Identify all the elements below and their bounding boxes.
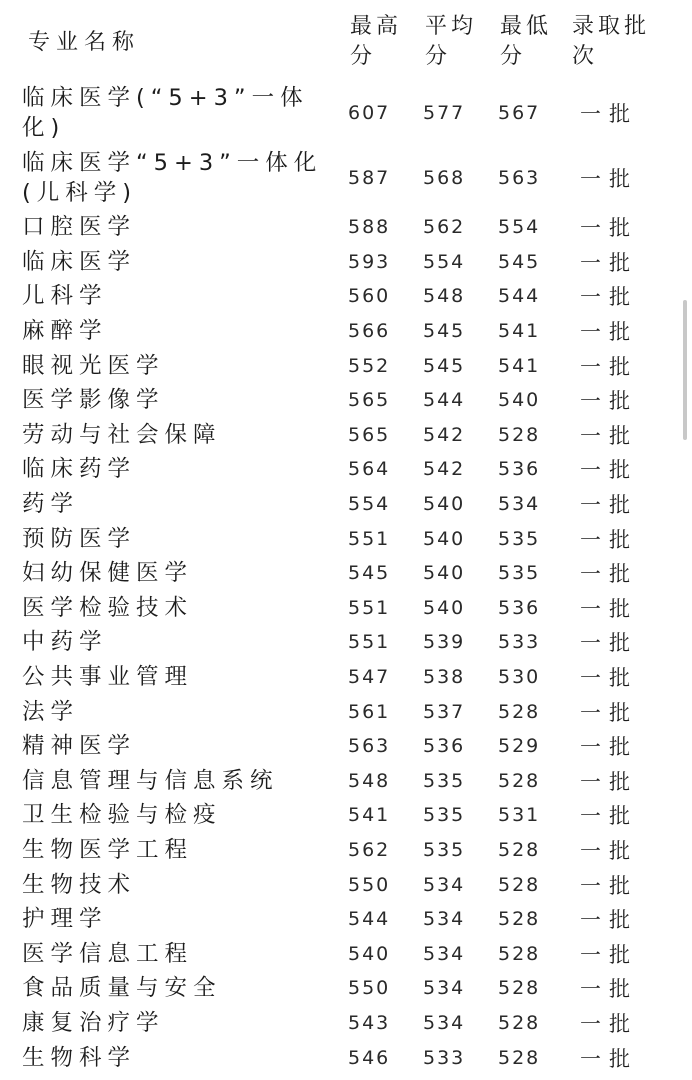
table-row xyxy=(0,971,692,1006)
admission-batch-cell: 一批 xyxy=(580,423,638,448)
max-score-cell: 543 xyxy=(348,1011,391,1034)
table-row xyxy=(0,764,692,799)
major-name-cell: 药学 xyxy=(22,491,80,518)
admission-batch-cell: 一批 xyxy=(580,838,638,863)
header-min-score: 最低分 xyxy=(500,14,553,69)
min-score-cell: 540 xyxy=(498,389,541,412)
avg-score-cell: 542 xyxy=(423,458,466,481)
max-score-cell: 587 xyxy=(348,166,391,189)
max-score-cell: 548 xyxy=(348,769,391,792)
avg-score-cell: 533 xyxy=(423,1046,466,1069)
table-row xyxy=(0,798,692,833)
min-score-cell: 528 xyxy=(498,700,541,723)
admission-batch-cell: 一批 xyxy=(580,166,638,191)
table-row xyxy=(0,80,692,145)
min-score-cell: 541 xyxy=(498,320,541,343)
major-name-cell: 临床医学“5+3”一体化(儿科学) xyxy=(22,149,323,206)
admission-batch-cell: 一批 xyxy=(580,908,638,933)
admission-batch-cell: 一批 xyxy=(580,216,638,241)
major-name-cell: 康复治疗学 xyxy=(22,1009,165,1036)
avg-score-cell: 568 xyxy=(423,166,466,189)
max-score-cell: 545 xyxy=(348,562,391,585)
avg-score-cell: 535 xyxy=(423,838,466,861)
table-row xyxy=(0,729,692,764)
table-body xyxy=(0,80,692,1075)
major-name-cell: 医学信息工程 xyxy=(22,940,194,967)
avg-score-cell: 535 xyxy=(423,769,466,792)
major-name-cell: 预防医学 xyxy=(22,525,137,552)
table-row xyxy=(0,1040,692,1075)
min-score-cell: 535 xyxy=(498,527,541,550)
avg-score-cell: 540 xyxy=(423,562,466,585)
admission-batch-cell: 一批 xyxy=(580,596,638,621)
admission-batch-cell: 一批 xyxy=(580,493,638,518)
admission-batch-cell: 一批 xyxy=(580,873,638,898)
min-score-cell: 544 xyxy=(498,285,541,308)
admission-batch-cell: 一批 xyxy=(580,804,638,829)
admission-batch-cell: 一批 xyxy=(580,320,638,345)
header-avg-score: 平均分 xyxy=(425,14,478,69)
avg-score-cell: 534 xyxy=(423,1011,466,1034)
admission-batch-cell: 一批 xyxy=(580,700,638,725)
major-name-cell: 公共事业管理 xyxy=(22,664,194,691)
max-score-cell: 547 xyxy=(348,666,391,689)
avg-score-cell: 577 xyxy=(423,101,466,124)
table-row xyxy=(0,487,692,522)
major-name-cell: 临床药学 xyxy=(22,456,137,483)
admission-batch-cell: 一批 xyxy=(580,458,638,483)
avg-score-cell: 544 xyxy=(423,389,466,412)
major-name-cell: 生物医学工程 xyxy=(22,836,194,863)
max-score-cell: 550 xyxy=(348,873,391,896)
major-name-cell: 医学影像学 xyxy=(22,387,165,414)
table-row xyxy=(0,591,692,626)
admission-batch-cell: 一批 xyxy=(580,735,638,760)
table-row xyxy=(0,625,692,660)
major-name-cell: 劳动与社会保障 xyxy=(22,421,222,448)
max-score-cell: 551 xyxy=(348,527,391,550)
avg-score-cell: 545 xyxy=(423,354,466,377)
min-score-cell: 528 xyxy=(498,942,541,965)
max-score-cell: 560 xyxy=(348,285,391,308)
major-name-cell: 生物科学 xyxy=(22,1044,137,1071)
min-score-cell: 535 xyxy=(498,562,541,585)
admission-batch-cell: 一批 xyxy=(580,977,638,1002)
admission-batch-cell: 一批 xyxy=(580,389,638,414)
avg-score-cell: 562 xyxy=(423,216,466,239)
admission-batch-cell: 一批 xyxy=(580,769,638,794)
header-major-name: 专业名称 xyxy=(28,30,141,55)
max-score-cell: 607 xyxy=(348,101,391,124)
max-score-cell: 563 xyxy=(348,735,391,758)
max-score-cell: 551 xyxy=(348,596,391,619)
table-row xyxy=(0,660,692,695)
max-score-cell: 561 xyxy=(348,700,391,723)
major-name-cell: 中药学 xyxy=(22,629,108,656)
min-score-cell: 531 xyxy=(498,804,541,827)
table-row xyxy=(0,452,692,487)
table-row xyxy=(0,348,692,383)
table-row xyxy=(0,556,692,591)
avg-score-cell: 540 xyxy=(423,527,466,550)
min-score-cell: 567 xyxy=(498,101,541,124)
table-row xyxy=(0,867,692,902)
admission-batch-cell: 一批 xyxy=(580,527,638,552)
max-score-cell: 562 xyxy=(348,838,391,861)
major-name-cell: 卫生检验与检疫 xyxy=(22,802,222,829)
max-score-cell: 540 xyxy=(348,942,391,965)
table-row xyxy=(0,314,692,349)
table-row xyxy=(0,521,692,556)
major-name-cell: 精神医学 xyxy=(22,733,137,760)
table-row xyxy=(0,1006,692,1041)
admission-batch-cell: 一批 xyxy=(580,666,638,691)
admission-batch-cell: 一批 xyxy=(580,1046,638,1071)
table-row xyxy=(0,833,692,868)
avg-score-cell: 548 xyxy=(423,285,466,308)
min-score-cell: 528 xyxy=(498,908,541,931)
max-score-cell: 541 xyxy=(348,804,391,827)
admission-batch-cell: 一批 xyxy=(580,942,638,967)
major-name-cell: 口腔医学 xyxy=(22,214,137,241)
avg-score-cell: 536 xyxy=(423,735,466,758)
avg-score-cell: 540 xyxy=(423,493,466,516)
admission-batch-cell: 一批 xyxy=(580,1011,638,1036)
major-name-cell: 医学检验技术 xyxy=(22,594,194,621)
header-admission-batch: 录取批次 xyxy=(572,14,651,69)
admission-batch-cell: 一批 xyxy=(580,250,638,275)
table-row xyxy=(0,418,692,453)
max-score-cell: 546 xyxy=(348,1046,391,1069)
avg-score-cell: 539 xyxy=(423,631,466,654)
table-row xyxy=(0,936,692,971)
table-row xyxy=(0,210,692,245)
table-row xyxy=(0,279,692,314)
max-score-cell: 566 xyxy=(348,320,391,343)
min-score-cell: 528 xyxy=(498,769,541,792)
admission-batch-cell: 一批 xyxy=(580,285,638,310)
avg-score-cell: 540 xyxy=(423,596,466,619)
header-max-score: 最高分 xyxy=(350,14,403,69)
avg-score-cell: 538 xyxy=(423,666,466,689)
min-score-cell: 563 xyxy=(498,166,541,189)
scrollbar[interactable] xyxy=(683,300,687,440)
min-score-cell: 528 xyxy=(498,1011,541,1034)
min-score-cell: 528 xyxy=(498,838,541,861)
table-row xyxy=(0,383,692,418)
major-name-cell: 儿科学 xyxy=(22,283,108,310)
max-score-cell: 552 xyxy=(348,354,391,377)
max-score-cell: 593 xyxy=(348,250,391,273)
major-name-cell: 麻醉学 xyxy=(22,318,108,345)
max-score-cell: 565 xyxy=(348,389,391,412)
min-score-cell: 528 xyxy=(498,873,541,896)
admission-batch-cell: 一批 xyxy=(580,101,638,126)
table-row xyxy=(0,145,692,210)
avg-score-cell: 537 xyxy=(423,700,466,723)
major-name-cell: 眼视光医学 xyxy=(22,352,165,379)
min-score-cell: 529 xyxy=(498,735,541,758)
table-row xyxy=(0,245,692,280)
max-score-cell: 544 xyxy=(348,908,391,931)
min-score-cell: 536 xyxy=(498,458,541,481)
max-score-cell: 565 xyxy=(348,423,391,446)
max-score-cell: 550 xyxy=(348,977,391,1000)
major-name-cell: 妇幼保健医学 xyxy=(22,560,194,587)
major-name-cell: 食品质量与安全 xyxy=(22,975,222,1002)
major-name-cell: 临床医学 xyxy=(22,248,137,275)
major-name-cell: 临床医学(“5+3”一体化) xyxy=(22,84,309,141)
avg-score-cell: 534 xyxy=(423,942,466,965)
admission-batch-cell: 一批 xyxy=(580,562,638,587)
min-score-cell: 530 xyxy=(498,666,541,689)
major-name-cell: 生物技术 xyxy=(22,871,137,898)
table-row xyxy=(0,902,692,937)
avg-score-cell: 534 xyxy=(423,873,466,896)
min-score-cell: 528 xyxy=(498,423,541,446)
table-row xyxy=(0,694,692,729)
max-score-cell: 551 xyxy=(348,631,391,654)
max-score-cell: 588 xyxy=(348,216,391,239)
avg-score-cell: 535 xyxy=(423,804,466,827)
avg-score-cell: 534 xyxy=(423,977,466,1000)
avg-score-cell: 545 xyxy=(423,320,466,343)
major-name-cell: 法学 xyxy=(22,698,80,725)
admission-batch-cell: 一批 xyxy=(580,354,638,379)
max-score-cell: 554 xyxy=(348,493,391,516)
max-score-cell: 564 xyxy=(348,458,391,481)
avg-score-cell: 554 xyxy=(423,250,466,273)
min-score-cell: 541 xyxy=(498,354,541,377)
min-score-cell: 545 xyxy=(498,250,541,273)
min-score-cell: 554 xyxy=(498,216,541,239)
admission-batch-cell: 一批 xyxy=(580,631,638,656)
avg-score-cell: 542 xyxy=(423,423,466,446)
min-score-cell: 533 xyxy=(498,631,541,654)
avg-score-cell: 534 xyxy=(423,908,466,931)
min-score-cell: 536 xyxy=(498,596,541,619)
table-header xyxy=(0,0,692,80)
min-score-cell: 534 xyxy=(498,493,541,516)
min-score-cell: 528 xyxy=(498,1046,541,1069)
min-score-cell: 528 xyxy=(498,977,541,1000)
major-name-cell: 护理学 xyxy=(22,906,108,933)
major-name-cell: 信息管理与信息系统 xyxy=(22,767,279,794)
